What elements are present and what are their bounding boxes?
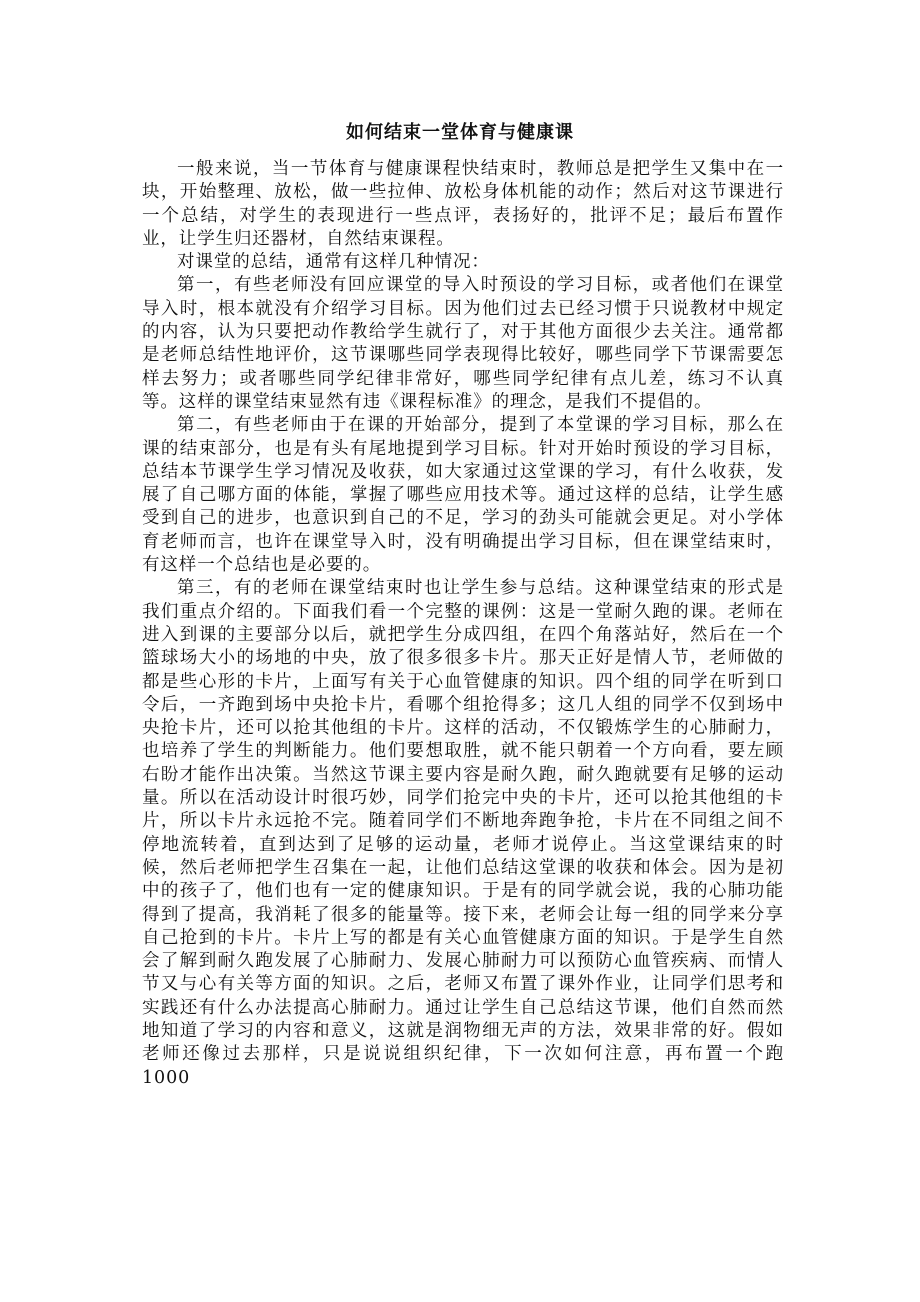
- paragraph-second: 第二，有些老师由于在课的开始部分，提到了本堂课的学习目标，那么在课的结束部分，也是有头有尾地提到学习目标。针对开始时预设的学习目标，总结本节课学生学习情况及收获，如大家通过这堂课的学习，有什么收获，发展了自己哪方面的体能，掌握了哪些应用技术等。通过这样的总结，让学生感受到自己的进步，也意识到自己的不足，学习的劲头可能就会更足。对小学体育老师而言，也许在课堂导入时，没有明确提出学习目标，但在课堂结束时，有这样一个总结也是必要的。: [142, 415, 784, 576]
- paragraph-intro: 一般来说，当一节体育与健康课程快结束时，教师总是把学生又集中在一块，开始整理、放松，做一些拉伸、放松身体机能的动作；然后对这节课进行一个总结，对学生的表现进行一些点评，表扬好的，批评不足；最后布置作业，让学生归还器材，自然结束课程。: [142, 159, 784, 249]
- paragraph-summary-types: 对课堂的总结，通常有这样几种情况：: [177, 252, 490, 273]
- paragraph-first: 第一，有些老师没有回应课堂的导入时预设的学习目标，或者他们在课堂导入时，根本就没有介绍学习目标。因为他们过去已经习惯于只说教材中规定的内容，认为只要把动作教给学生就行了，对于其他方面很少去关注。通常都是老师总结性地评价，这节课哪些同学表现得比较好，哪些同学下节课需要怎样去努力；或者哪些同学纪律非常好，哪些同学纪律有点儿差，练习不认真等。这样的课堂结束显然有违《课程标准》的理念，是我们不提倡的。: [142, 275, 784, 412]
- document-body: [142, 158, 784, 1090]
- document-title: 如何结束一堂体育与健康课: [346, 122, 574, 143]
- paragraph-third: 第三，有的老师在课堂结束时也让学生参与总结。这种课堂结束的形式是我们重点介绍的。下面我们看一个完整的课例：这是一堂耐久跑的课。老师在进入到课的主要部分以后，就把学生分成四组，在四个角落站好，然后在一个篮球场大小的场地的中央，放了很多很多卡片。那天正好是情人节，老师做的都是些心形的卡片，上面写有关于心血管健康的知识。四个组的同学在听到口令后，一齐跑到场中央抢卡片，看哪个组抢得多；这几人组的同学不仅到场中央抢卡片，还可以抢其他组的卡片。这样的活动，不仅锻炼学生的心肺耐力，也培养了学生的判断能力。他们要想取胜，就不能只朝着一个方向看，要左顾右盼才能作出决策。当然这节课主要内容是耐久跑，耐久跑就要有足够的运动量。所以在活动设计时很巧妙，同学们抢完中央的卡片，还可以抢其他组的卡片，所以卡片永远抢不完。随着同学们不断地奔跑争抢，卡片在不同组之间不停地流转着，直到达到了足够的运动量，老师才说停止。当这堂课结束的时候，然后老师把学生召集在一起，让他们总结这堂课的收获和体会。因为是初中的孩子了，他们也有一定的健康知识。于是有的同学就会说，我的心肺功能得到了提高，我消耗了很多的能量等。接下来，老师会让每一组的同学来分享自己抢到的卡片。卡片上写的都是有关心血管健康方面的知识。于是学生自然会了解到耐久跑发展了心肺耐力、发展心肺耐力可以预防心血管疾病、而情人节又与心有关等方面的知识。之后，老师又布置了课外作业，让同学们思考和实践还有什么办法提高心肺耐力。通过让学生自己总结这节课，他们自然而然地知道了学习的内容和意义，这就是润物细无声的方法，效果非常的好。假如老师还像过去那样，只是说说组织纪律，下一次如何注意，再布置一个跑 1000: [142, 578, 784, 1088]
